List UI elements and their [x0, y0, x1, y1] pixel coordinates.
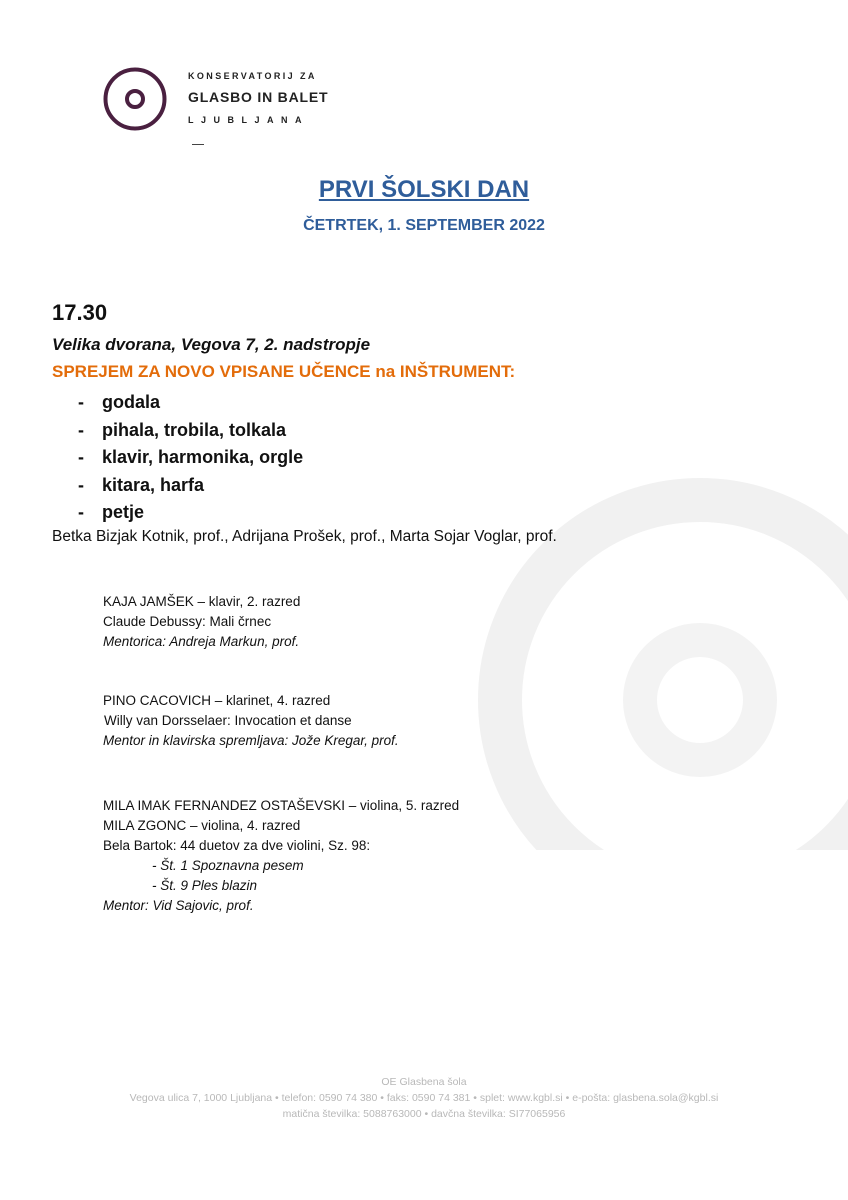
list-item: [78, 444, 303, 472]
performance-block-1: [103, 592, 300, 652]
list-bullet: -: [78, 502, 84, 522]
movement: - Št. 1 Spoznavna pesem: [152, 858, 304, 873]
watermark-circle-logo: [470, 470, 848, 850]
logo-line-1: KONSERVATORIJ ZA: [188, 71, 317, 81]
instrument-label: kitara, harfa: [102, 474, 205, 495]
logo-line-3: LJUBLJANA: [188, 115, 310, 125]
instrument-label: klavir, harmonika, orgle: [102, 447, 304, 467]
teachers-line: Betka Bizjak Kotnik, prof., Adrijana Prošek, prof., Marta Sojar Voglar, prof.: [52, 528, 557, 545]
logo-circle-icon: [102, 66, 168, 132]
list-bullet: -: [78, 392, 84, 412]
footer-unit: OE Glasbena šola: [381, 1076, 467, 1088]
logo-line-2: GLASBO IN BALET: [188, 89, 329, 105]
list-item: [78, 417, 303, 445]
instrument-label: godala: [102, 392, 161, 412]
performer: MILA IMAK FERNANDEZ OSTAŠEVSKI – violina, 5. razred: [103, 798, 460, 813]
piece: Willy van Dorsselaer: Invocation et danse: [104, 713, 352, 728]
list-bullet: -: [78, 419, 84, 440]
mentor: Mentor in klavirska spremljava: Jože Kregar, prof.: [103, 733, 399, 748]
performance-block-3: [103, 796, 459, 916]
performance-block-2: [103, 691, 399, 751]
list-item: [78, 389, 303, 417]
footer-contact: Vegova ulica 7, 1000 Ljubljana • telefon: 0590 74 380 • faks: 0590 74 381 • splet: www.kgbl.si • e-pošta: glasbena.sola@kgbl.si: [129, 1092, 719, 1104]
logo-divider: [192, 144, 204, 145]
performer: KAJA JAMŠEK – klavir, 2. razred: [103, 594, 301, 609]
instrument-label: pihala, trobila, tolkala: [102, 419, 287, 440]
piece: Bela Bartok: 44 duetov za dve violini, Sz. 98:: [103, 838, 371, 853]
performer: PINO CACOVICH – klarinet, 4. razred: [103, 693, 331, 708]
performer: MILA ZGONC – violina, 4. razred: [103, 818, 301, 833]
movement: - Št. 9 Ples blazin: [152, 878, 258, 893]
event-time: 17.30: [52, 300, 108, 325]
event-location: Velika dvorana, Vegova 7, 2. nadstropje: [52, 335, 371, 354]
instrument-label: petje: [102, 502, 145, 522]
mentor: Mentor: Vid Sajovic, prof.: [103, 898, 254, 913]
footer-registry: matična številka: 5088763000 • davčna številka: SI77065956: [282, 1108, 566, 1120]
list-item: [78, 472, 303, 500]
page-subtitle-date: ČETRTEK, 1. SEPTEMBER 2022: [303, 217, 545, 234]
piece: Claude Debussy: Mali črnec: [103, 614, 272, 629]
list-bullet: -: [78, 447, 84, 467]
school-logo: [102, 66, 328, 132]
page-title: PRVI ŠOLSKI DAN: [318, 176, 530, 203]
instrument-list: [78, 389, 303, 527]
mentor: Mentorica: Andreja Markun, prof.: [103, 634, 300, 649]
reception-heading: SPREJEM ZA NOVO VPISANE UČENCE na INŠTRUMENT:: [52, 362, 516, 381]
page-footer: [0, 1074, 848, 1122]
list-item: [78, 499, 303, 527]
list-bullet: -: [78, 474, 84, 495]
